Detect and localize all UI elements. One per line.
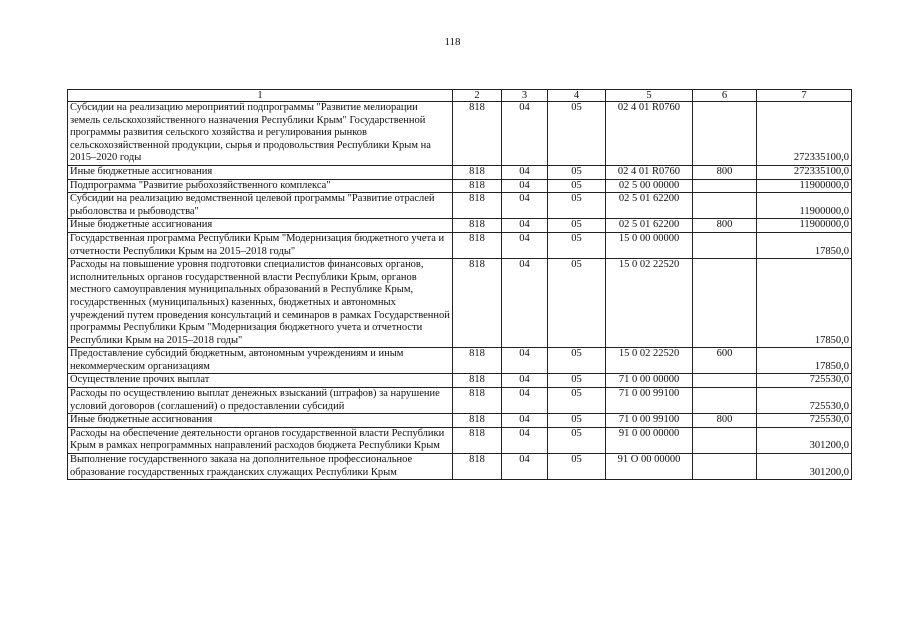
amount-cell: 301200,0: [757, 454, 852, 480]
table-row: [68, 348, 852, 374]
expense-type-cell: [693, 427, 757, 453]
target-article-cell: 71 0 00 99100: [606, 388, 693, 414]
header-cell: 5: [606, 90, 693, 102]
section-code-cell: 04: [502, 232, 548, 258]
subsection-code-cell: 05: [548, 165, 606, 179]
grbs-code-cell: 818: [453, 414, 502, 428]
grbs-code-cell: 818: [453, 388, 502, 414]
expense-type-cell: 800: [693, 219, 757, 233]
amount-cell: 301200,0: [757, 427, 852, 453]
target-article-cell: 71 0 00 99100: [606, 414, 693, 428]
row-name-cell: Субсидии на реализацию мероприятий подпрограммы "Развитие мелиорации земель сельскохозяйственного назначения Республики Крым" Государственной программы развития сельского хозяйства и регулирования рынков сельскохозяйственной продукции, сырья и продовольствия Республики Крым на 2015–2020 годы: [68, 102, 453, 166]
subsection-code-cell: 05: [548, 102, 606, 166]
table-row: [68, 179, 852, 193]
subsection-code-cell: 05: [548, 219, 606, 233]
table-row: [68, 165, 852, 179]
row-name-cell: Расходы на обеспечение деятельности органов государственной власти Республики Крым в рамках непрограммных направлений расходов бюджета Республики Крым: [68, 427, 453, 453]
grbs-code-cell: 818: [453, 232, 502, 258]
section-code-cell: 04: [502, 414, 548, 428]
section-code-cell: 04: [502, 179, 548, 193]
header-cell: 2: [453, 90, 502, 102]
row-name-cell: Субсидии на реализацию ведомственной целевой программы "Развитие отраслей рыболовства и рыбоводства": [68, 193, 453, 219]
subsection-code-cell: 05: [548, 414, 606, 428]
subsection-code-cell: 05: [548, 259, 606, 348]
row-name-cell: Иные бюджетные ассигнования: [68, 165, 453, 179]
table-body: [68, 90, 852, 480]
target-article-cell: 02 5 00 00000: [606, 179, 693, 193]
table-row: [68, 427, 852, 453]
subsection-code-cell: 05: [548, 374, 606, 388]
subsection-code-cell: 05: [548, 348, 606, 374]
page-number: 118: [444, 36, 461, 48]
grbs-code-cell: 818: [453, 219, 502, 233]
grbs-code-cell: 818: [453, 193, 502, 219]
amount-cell: 725530,0: [757, 374, 852, 388]
grbs-code-cell: 818: [453, 454, 502, 480]
amount-cell: 17850,0: [757, 259, 852, 348]
expense-type-cell: [693, 179, 757, 193]
target-article-cell: 91 0 00 00000: [606, 427, 693, 453]
grbs-code-cell: 818: [453, 102, 502, 166]
amount-cell: 272335100,0: [757, 165, 852, 179]
section-code-cell: 04: [502, 102, 548, 166]
expense-type-cell: 800: [693, 414, 757, 428]
expense-type-cell: 600: [693, 348, 757, 374]
amount-cell: 725530,0: [757, 388, 852, 414]
section-code-cell: 04: [502, 427, 548, 453]
table-row: [68, 193, 852, 219]
grbs-code-cell: 818: [453, 348, 502, 374]
expense-type-cell: [693, 454, 757, 480]
expense-type-cell: [693, 374, 757, 388]
amount-cell: 17850,0: [757, 232, 852, 258]
table-row: [68, 374, 852, 388]
subsection-code-cell: 05: [548, 232, 606, 258]
table-row: [68, 219, 852, 233]
amount-cell: 11900000,0: [757, 179, 852, 193]
amount-cell: 11900000,0: [757, 193, 852, 219]
table-row: [68, 259, 852, 348]
header-cell: 6: [693, 90, 757, 102]
target-article-cell: 02 4 01 R0760: [606, 102, 693, 166]
target-article-cell: 15 0 02 22520: [606, 348, 693, 374]
row-name-cell: Осуществление прочих выплат: [68, 374, 453, 388]
budget-table: [67, 89, 852, 480]
expense-type-cell: [693, 232, 757, 258]
subsection-code-cell: 05: [548, 454, 606, 480]
grbs-code-cell: 818: [453, 259, 502, 348]
header-cell: 7: [757, 90, 852, 102]
row-name-cell: Иные бюджетные ассигнования: [68, 414, 453, 428]
target-article-cell: 02 5 01 62200: [606, 219, 693, 233]
expense-type-cell: [693, 388, 757, 414]
section-code-cell: 04: [502, 219, 548, 233]
header-cell: 4: [548, 90, 606, 102]
grbs-code-cell: 818: [453, 427, 502, 453]
row-name-cell: Государственная программа Республики Крым "Модернизация бюджетного учета и отчетности Республики Крым на 2015–2018 годы": [68, 232, 453, 258]
target-article-cell: 91 О 00 00000: [606, 454, 693, 480]
row-name-cell: Расходы на повышение уровня подготовки специалистов финансовых органов, исполнительных органов государственной власти Республики Крым, органов местного самоуправления муниципальных образований в Республике Крым, государственных (муниципальных) казенных, бюджетных и автономных учреждений путем проведения консультаций и семинаров в рамках Государственной программы Республики Крым "Модернизация бюджетного учета и отчетности Республики Крым на 2015–2018 годы": [68, 259, 453, 348]
expense-type-cell: [693, 193, 757, 219]
target-article-cell: 02 4 01 R0760: [606, 165, 693, 179]
grbs-code-cell: 818: [453, 165, 502, 179]
expense-type-cell: [693, 102, 757, 166]
subsection-code-cell: 05: [548, 179, 606, 193]
table-row: [68, 232, 852, 258]
target-article-cell: 15 0 00 00000: [606, 232, 693, 258]
section-code-cell: 04: [502, 165, 548, 179]
table-header-row: [68, 90, 852, 102]
row-name-cell: Предоставление субсидий бюджетным, автономным учреждениям и иным некоммерческим организациям: [68, 348, 453, 374]
subsection-code-cell: 05: [548, 193, 606, 219]
row-name-cell: Иные бюджетные ассигнования: [68, 219, 453, 233]
subsection-code-cell: 05: [548, 427, 606, 453]
section-code-cell: 04: [502, 374, 548, 388]
expense-type-cell: [693, 259, 757, 348]
section-code-cell: 04: [502, 454, 548, 480]
grbs-code-cell: 818: [453, 179, 502, 193]
amount-cell: 725530,0: [757, 414, 852, 428]
amount-cell: 17850,0: [757, 348, 852, 374]
target-article-cell: 71 0 00 00000: [606, 374, 693, 388]
row-name-cell: Подпрограмма "Развитие рыбохозяйственного комплекса": [68, 179, 453, 193]
section-code-cell: 04: [502, 259, 548, 348]
grbs-code-cell: 818: [453, 374, 502, 388]
table-row: [68, 388, 852, 414]
table-row: [68, 414, 852, 428]
amount-cell: 11900000,0: [757, 219, 852, 233]
target-article-cell: 15 0 02 22520: [606, 259, 693, 348]
expense-type-cell: 800: [693, 165, 757, 179]
table-row: [68, 454, 852, 480]
section-code-cell: 04: [502, 193, 548, 219]
table-row: [68, 102, 852, 166]
row-name-cell: Расходы по осуществлению выплат денежных взысканий (штрафов) за нарушение условий договоров (соглашений) о предоставлении субсидий: [68, 388, 453, 414]
header-cell: 3: [502, 90, 548, 102]
section-code-cell: 04: [502, 348, 548, 374]
header-cell: 1: [68, 90, 453, 102]
row-name-cell: Выполнение государственного заказа на дополнительное профессиональное образование государственных гражданских служащих Республики Крым: [68, 454, 453, 480]
target-article-cell: 02 5 01 62200: [606, 193, 693, 219]
amount-cell: 272335100,0: [757, 102, 852, 166]
section-code-cell: 04: [502, 388, 548, 414]
subsection-code-cell: 05: [548, 388, 606, 414]
